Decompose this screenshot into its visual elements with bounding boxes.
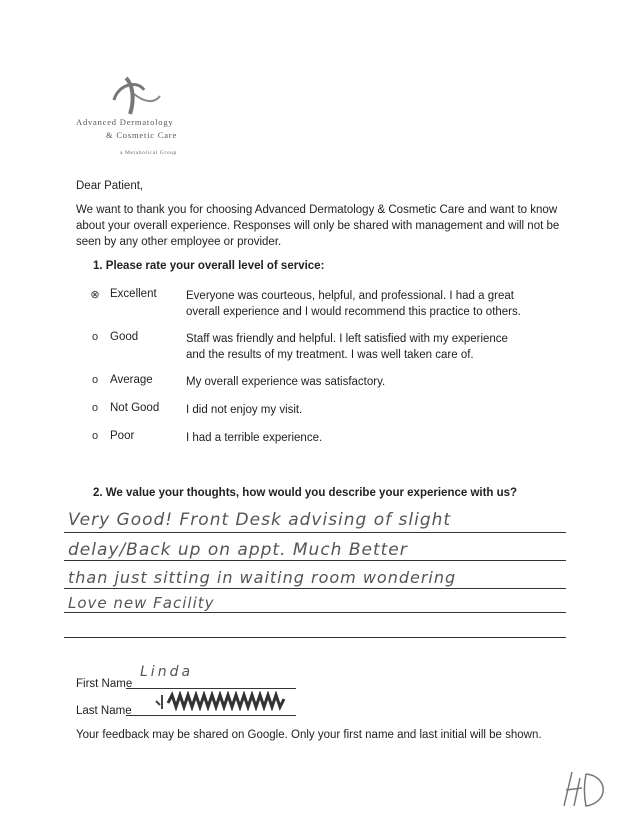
- option-not-good-checkbox[interactable]: o: [91, 402, 99, 414]
- answer-rule-2: [64, 560, 566, 561]
- option-poor-label: Poor: [110, 430, 135, 442]
- option-good-label: Good: [110, 331, 139, 343]
- option-average-description: My overall experience was satisfactory.: [186, 376, 386, 388]
- logo-text-line2: & Cosmetic Care: [106, 130, 178, 140]
- footer-note: Your feedback may be shared on Google. Only your first name and last initial will be shown.: [76, 729, 542, 741]
- answer-rule-1: [64, 532, 566, 533]
- question-1-label: 1. Please rate your overall level of service:: [93, 260, 325, 272]
- answer-line-1: Very Good! Front Desk advising of slight: [68, 510, 452, 530]
- answer-rule-5: [64, 637, 566, 638]
- question-2-label: 2. We value your thoughts, how would you describe your experience with us?: [93, 487, 518, 499]
- intro-paragraph: We want to thank you for choosing Advanced Dermatology & Cosmetic Care and want to know about your overall experience. Responses will only be shared with management and will not be seen by any other employee or provider.: [76, 204, 560, 248]
- answer-rule-4: [64, 612, 566, 613]
- option-excellent-description: Everyone was courteous, helpful, and professional. I had a great overall experience and I would recommend this practice to others.: [186, 290, 521, 318]
- last-name-label: Last Name: [76, 705, 132, 717]
- first-name-label: First Name: [76, 678, 133, 690]
- option-not-good-description: I did not enjoy my visit.: [186, 404, 303, 416]
- greeting: Dear Patient,: [76, 180, 144, 192]
- option-good-description: Staff was friendly and helpful. I left satisfied with my experience and the results of my treatment. I was well taken care of.: [186, 333, 508, 361]
- logo-text-line3: a Metabolical Group: [120, 150, 177, 156]
- logo-text-line1: Advanced Dermatology: [76, 117, 174, 127]
- option-not-good-label: Not Good: [110, 402, 160, 414]
- answer-line-2: delay/Back up on appt. Much Better: [68, 540, 408, 560]
- answer-rule-3: [64, 588, 566, 589]
- option-poor-description: I had a terrible experience.: [186, 432, 323, 444]
- option-excellent-checkbox[interactable]: ⊗: [90, 289, 100, 301]
- first-name-rule: [126, 688, 296, 689]
- option-average-checkbox[interactable]: o: [91, 374, 99, 386]
- redaction-scribble-icon: [152, 691, 292, 711]
- first-name-value: Linda: [140, 664, 194, 680]
- option-excellent-label: Excellent: [110, 288, 157, 300]
- answer-line-4: Love new Facility: [68, 594, 215, 612]
- option-average-label: Average: [110, 374, 153, 386]
- option-poor-checkbox[interactable]: o: [91, 430, 99, 442]
- logo-monogram-icon: [104, 72, 164, 118]
- answer-line-3: than just sitting in waiting room wondering: [68, 568, 457, 587]
- handwritten-initials-icon: [556, 766, 612, 814]
- last-name-rule: [126, 715, 296, 716]
- option-good-checkbox[interactable]: o: [91, 331, 99, 343]
